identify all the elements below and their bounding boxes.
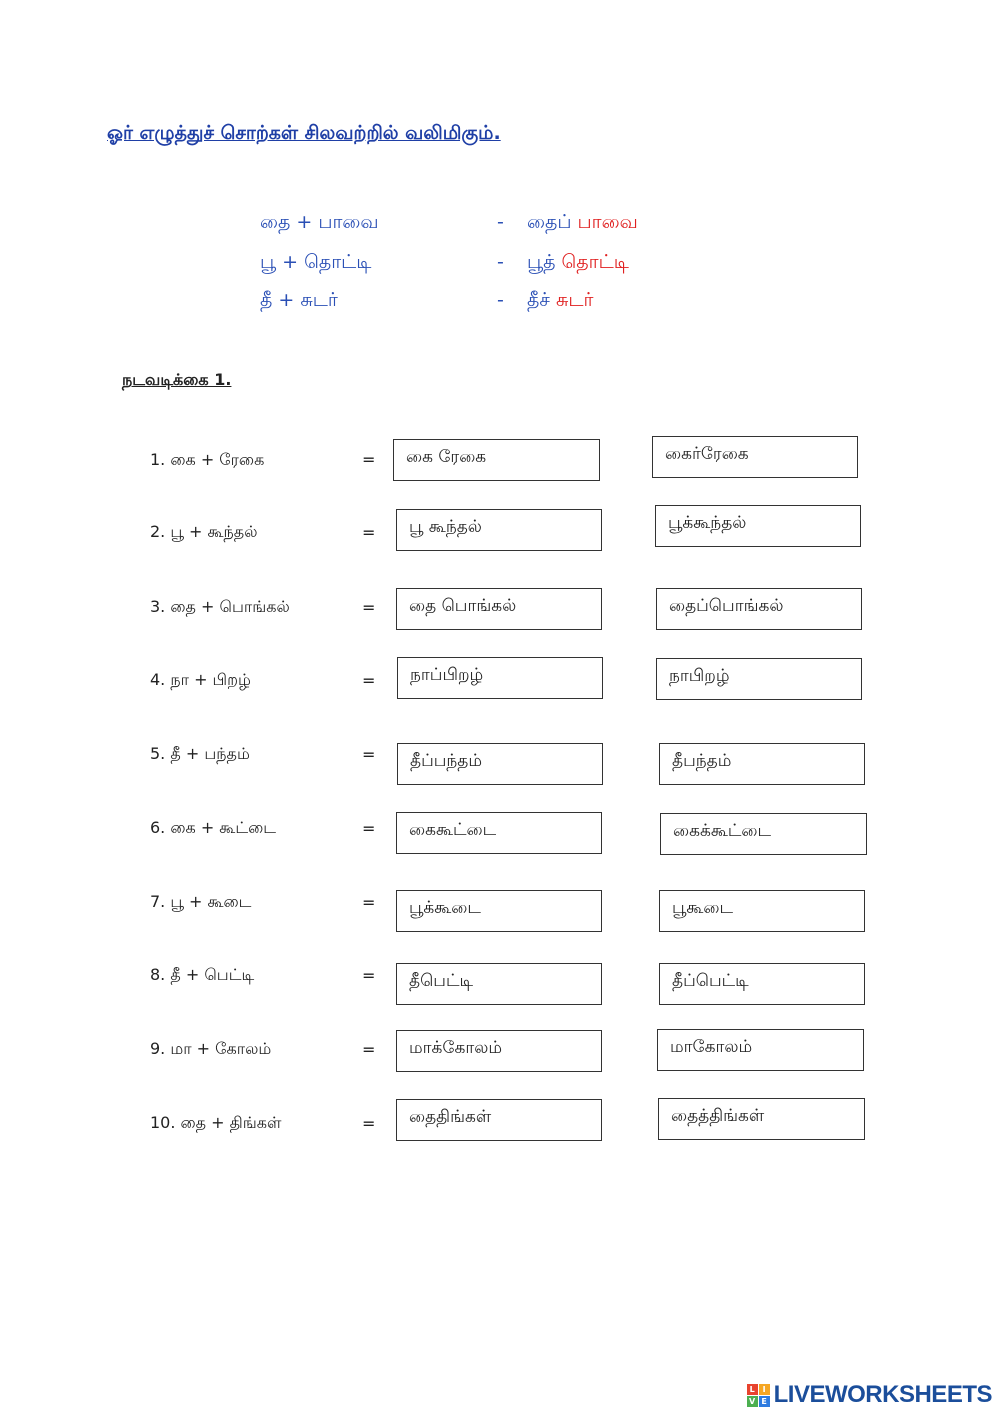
- logo-mark-letter: V: [747, 1396, 758, 1407]
- question-6-option-b[interactable]: கைக்கூட்டை: [660, 813, 867, 855]
- example-3-dash: -: [497, 289, 504, 311]
- example-3-right-suffix: சுடர்: [549, 289, 594, 311]
- example-1-dash: -: [497, 211, 504, 233]
- question-5-option-a[interactable]: தீப்பந்தம்: [397, 743, 603, 785]
- question-4-option-b[interactable]: நாபிறழ்: [656, 658, 862, 700]
- question-7-option-a[interactable]: பூக்கூடை: [396, 890, 602, 932]
- question-2-equals: =: [362, 523, 376, 542]
- question-5-option-b[interactable]: தீபந்தம்: [659, 743, 865, 785]
- question-9-equals: =: [362, 1040, 376, 1059]
- logo-mark-letter: E: [759, 1396, 770, 1407]
- logo-text: LIVEWORKSHEETS: [773, 1381, 992, 1408]
- question-10-option-a[interactable]: தைதிங்கள்: [396, 1099, 602, 1141]
- question-9-label: 9. மா + கோலம்: [150, 1039, 272, 1058]
- example-2-left: பூ + தொட்டி: [260, 251, 372, 273]
- question-3-label: 3. தை + பொங்கல்: [150, 597, 290, 616]
- question-1-option-a[interactable]: கை ரேகை: [393, 439, 600, 481]
- question-4-option-a[interactable]: நாப்பிறழ்: [397, 657, 603, 699]
- question-4-equals: =: [362, 671, 376, 690]
- question-1-option-b[interactable]: கைர்ரேகை: [652, 436, 858, 478]
- example-3-left: தீ + சுடர்: [260, 289, 338, 311]
- question-8-equals: =: [362, 966, 376, 985]
- logo-mark-letter: I: [759, 1384, 770, 1395]
- question-6-equals: =: [362, 819, 376, 838]
- example-3-right: [527, 289, 593, 314]
- logo-mark-letter: L: [747, 1384, 758, 1395]
- question-10-option-b[interactable]: தைத்திங்கள்: [658, 1098, 865, 1140]
- example-2-right-prefix: பூத்: [527, 251, 556, 273]
- example-2-right: [527, 251, 629, 276]
- question-9-option-a[interactable]: மாக்கோலம்: [396, 1030, 602, 1072]
- question-3-equals: =: [362, 598, 376, 617]
- question-2-label: 2. பூ + கூந்தல்: [150, 522, 258, 541]
- example-1-right-prefix: தைப்: [527, 211, 572, 233]
- question-8-option-b[interactable]: தீப்பெட்டி: [659, 963, 865, 1005]
- example-1-right: [527, 211, 638, 236]
- example-3-right-prefix: தீச்: [527, 289, 550, 311]
- question-3-option-a[interactable]: தை பொங்கல்: [396, 588, 602, 630]
- question-1-label: 1. கை + ரேகை: [150, 450, 265, 469]
- question-10-label: 10. தை + திங்கள்: [150, 1113, 282, 1132]
- question-2-option-b[interactable]: பூக்கூந்தல்: [655, 505, 861, 547]
- question-1-equals: =: [362, 450, 376, 469]
- question-3-option-b[interactable]: தைப்பொங்கல்: [656, 588, 862, 630]
- question-8-label: 8. தீ + பெட்டி: [150, 965, 255, 984]
- logo-mark-icon: [747, 1384, 770, 1407]
- question-6-label: 6. கை + கூட்டை: [150, 818, 276, 837]
- question-5-equals: =: [362, 745, 376, 764]
- question-9-option-b[interactable]: மாகோலம்: [657, 1029, 864, 1071]
- question-4-label: 4. நா + பிறழ்: [150, 670, 251, 689]
- question-7-label: 7. பூ + கூடை: [150, 892, 252, 911]
- example-2-right-suffix: தொட்டி: [555, 251, 629, 273]
- question-8-option-a[interactable]: தீபெட்டி: [396, 963, 602, 1005]
- example-1-right-suffix: பாவை: [571, 211, 638, 233]
- question-7-equals: =: [362, 893, 376, 912]
- page-title: ஓர் எழுத்துச் சொற்கள் சிலவற்றில் வலிமிகும்.: [107, 122, 501, 144]
- question-7-option-b[interactable]: பூகூடை: [659, 890, 865, 932]
- liveworksheets-logo: [747, 1381, 992, 1409]
- question-6-option-a[interactable]: கைகூட்டை: [396, 812, 602, 854]
- question-2-option-a[interactable]: பூ கூந்தல்: [396, 509, 602, 551]
- activity-heading: நடவடிக்கை 1.: [122, 370, 232, 389]
- question-10-equals: =: [362, 1114, 376, 1133]
- example-1-left: தை + பாவை: [260, 211, 379, 233]
- question-5-label: 5. தீ + பந்தம்: [150, 744, 250, 763]
- example-2-dash: -: [497, 251, 504, 273]
